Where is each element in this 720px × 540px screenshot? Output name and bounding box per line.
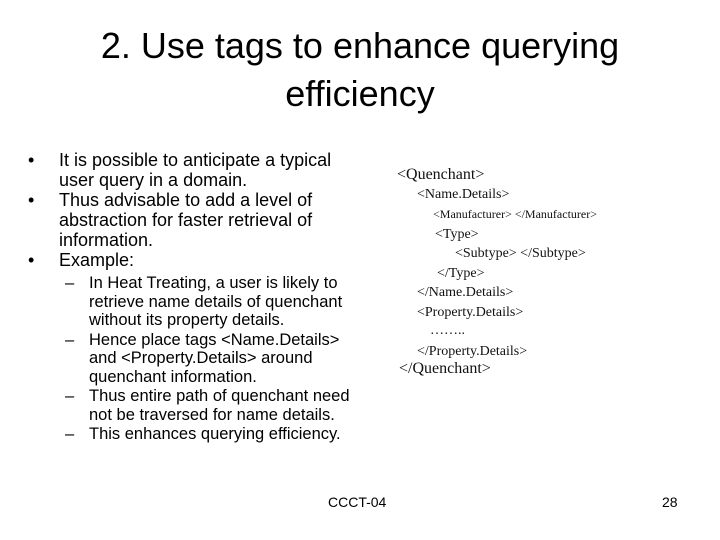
text-line: user query in a domain. [59,170,248,190]
xml-line: </Type> [437,266,485,281]
text-line: Example: [59,250,135,270]
text-line: information. [59,230,154,250]
xml-line: <Property.Details> [417,305,524,320]
bullet-marker: • [28,190,35,210]
xml-line: <Manufacturer> </Manufacturer> [433,207,597,221]
text-line: Hence place tags <Name.Details> [89,330,340,349]
xml-line: …….. [430,323,465,338]
bullet-list [28,150,388,445]
sub-bullet-list [28,274,388,444]
bullet-marker: • [28,150,35,170]
xml-line: </Quenchant> [399,360,491,377]
footer-label: CCCT-04 [328,494,387,510]
title-line: efficiency [285,73,435,114]
sub-bullet-item [32,331,388,387]
bullet-text [59,150,388,190]
bullet-item [28,190,388,250]
sub-bullet-item [32,387,388,424]
xml-line: </Name.Details> [417,285,514,300]
sub-bullet-item [32,425,388,444]
text-line: It is possible to anticipate a typical [59,150,332,170]
text-line: In Heat Treating, a user is likely to [89,274,338,292]
xml-line: <Subtype> </Subtype> [455,246,586,261]
text-line: retrieve name details of quenchant [89,292,343,311]
dash-marker: – [65,274,75,292]
text-line: abstraction for faster retrieval of [59,210,313,230]
slide-title [40,22,680,118]
page-number: 28 [662,494,678,510]
dash-marker: – [65,387,75,405]
bullet-item [28,250,388,270]
text-line: without its property details. [89,311,285,329]
text-line: This enhances querying efficiency. [89,425,341,443]
xml-line: </Property.Details> [417,344,528,359]
xml-line: <Name.Details> [417,187,510,202]
title-line: 2. Use tags to enhance querying [100,25,620,66]
bullet-text [59,250,388,270]
bullet-item [28,150,388,190]
bullet-text [59,190,388,250]
text-line: Thus entire path of quenchant need [89,387,350,405]
text-line: and <Property.Details> around [89,349,313,367]
text-line: quenchant information. [89,367,257,386]
sub-bullet-item [32,274,388,330]
text-line: not be traversed for name details. [89,405,335,424]
bullet-marker: • [28,250,35,270]
dash-marker: – [65,330,75,349]
dash-marker: – [65,425,75,443]
xml-line: <Type> [435,227,479,242]
xml-line: <Quenchant> [397,166,485,183]
text-line: Thus advisable to add a level of [59,190,313,210]
